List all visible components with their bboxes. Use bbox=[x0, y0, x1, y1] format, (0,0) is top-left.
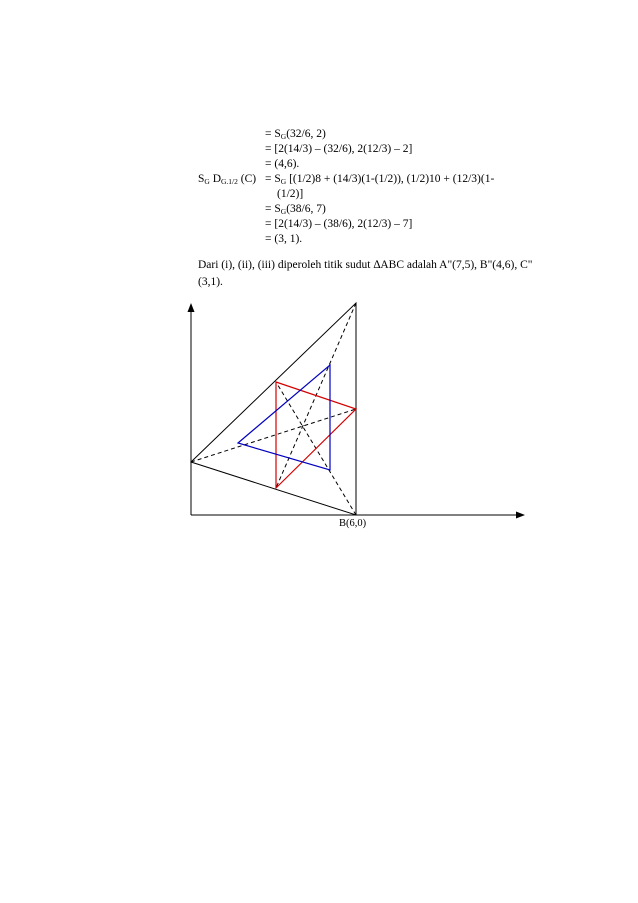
derivation-line-2: = [2(14/3) – (32/6), 2(12/3) – 2] bbox=[265, 143, 413, 155]
conclusion-paragraph: Dari (i), (ii), (iii) diperoleh titik sudut ∆ABC adalah A"(7,5), B"(4,6), C"(3,1). bbox=[198, 259, 533, 288]
derivation-line-7: = [2(14/3) – (38/6), 2(12/3) – 7] bbox=[265, 218, 413, 230]
outer-triangle bbox=[191, 303, 356, 515]
derivation-line-6: = $S_G(38/6$, 7) bbox=[265, 203, 326, 216]
derivation-line-4: = $S_G$ [(1/2)8 + (14/3)(1-(1/2)), (1/2)10 + (12/3)(1- bbox=[265, 173, 495, 186]
y-axis-arrow bbox=[188, 303, 195, 312]
x-axis-arrow bbox=[516, 512, 525, 519]
derivation-line-4-lead: $S_G$ $D_{G.1/2}$ (C) bbox=[198, 173, 257, 186]
derivation-line-8: = (3, 1). bbox=[265, 233, 303, 245]
derivation-line-1: = $S_G(32/6$, 2) bbox=[265, 128, 326, 141]
red-triangle bbox=[276, 382, 356, 488]
median-line-1 bbox=[191, 409, 356, 462]
derivation-line-5: (1/2)] bbox=[277, 188, 304, 200]
blue-triangle bbox=[238, 365, 330, 470]
derivation-line-3: = (4,6). bbox=[265, 158, 300, 170]
point-label-b: B(6,0) bbox=[339, 518, 367, 529]
